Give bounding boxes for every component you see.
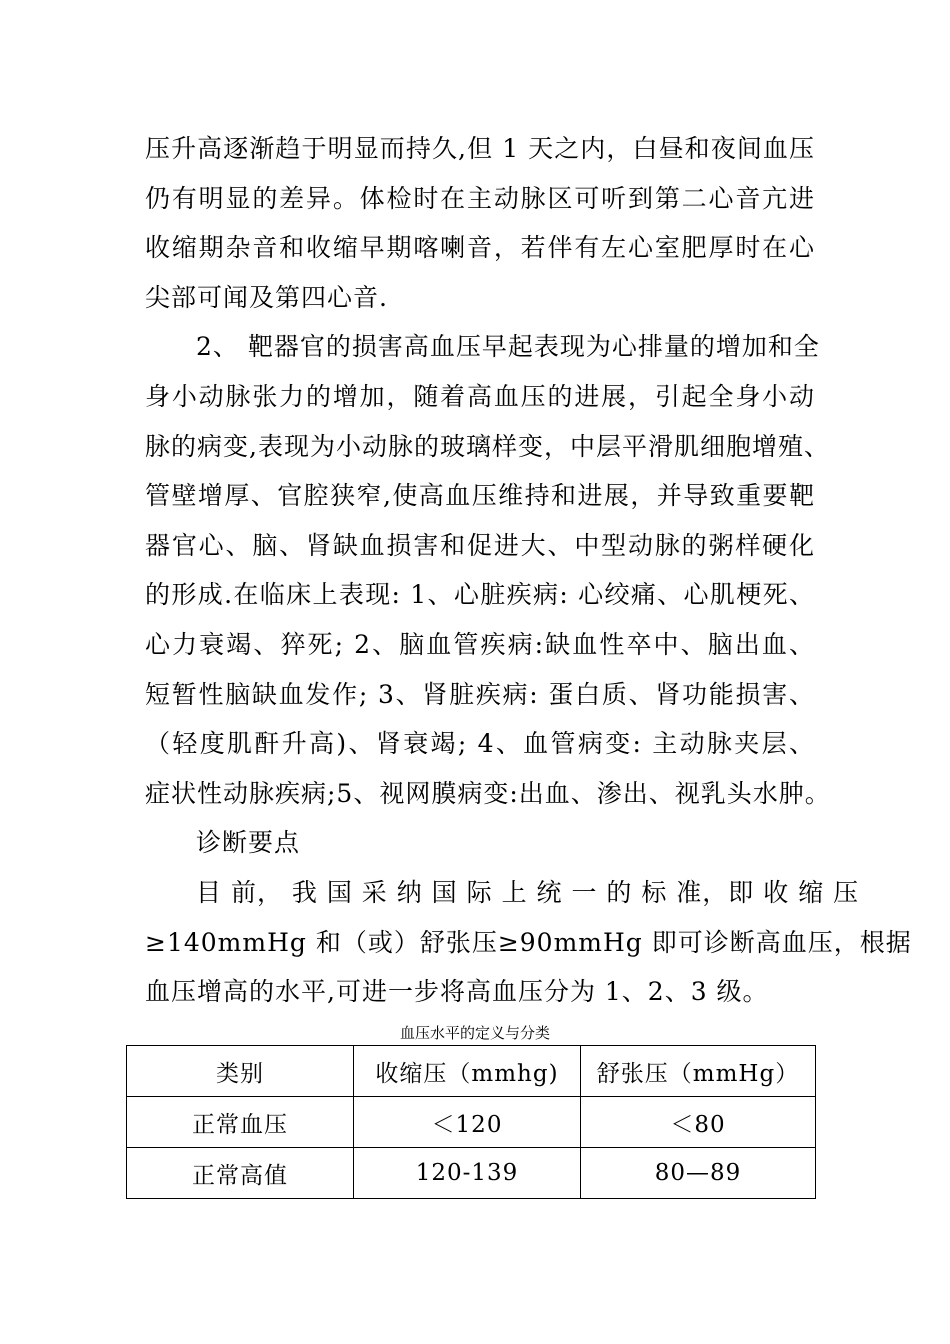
text-line: 身小动脉张力的增加，随着高血压的进展，引起全身小动 — [145, 382, 815, 411]
cell-diastolic: 80—89 — [581, 1148, 816, 1199]
text-line: 脉的病变,表现为小动脉的玻璃样变，中层平滑肌细胞增殖、 — [145, 432, 830, 461]
table-header-row — [127, 1046, 816, 1097]
text-line: ≥140mmHg 和（或）舒张压≥90mmHg 即可诊断高血压，根据 — [145, 928, 912, 957]
cell-diastolic: ＜80 — [581, 1097, 816, 1148]
cell-category: 正常高值 — [127, 1148, 354, 1199]
text-line: 器官心、脑、肾缺血损害和促进大、中型动脉的粥样硬化 — [145, 531, 815, 560]
text-line: 血压增高的水平,可进一步将高血压分为 1、2、3 级。 — [145, 977, 769, 1006]
cell-systolic: 120-139 — [354, 1148, 581, 1199]
text-line: 2、 靶器官的损害高血压早起表现为心排量的增加和全 — [196, 332, 820, 361]
header-category: 类别 — [127, 1046, 354, 1097]
cell-systolic: ＜120 — [354, 1097, 581, 1148]
table-caption: 血压水平的定义与分类 — [399, 1024, 550, 1042]
text-line: 仍有明显的差异。体检时在主动脉区可听到第二心音亢进 — [145, 184, 815, 213]
text-line: 目 前， 我 国 采 纳 国 际 上 统 一 的 标 准，即 收 缩 压 — [196, 878, 860, 907]
text-line: 管壁增厚、官腔狭窄,使高血压维持和进展，并导致重要靶 — [145, 481, 815, 510]
text-line: 心力衰竭、猝死; 2、脑血管疾病:缺血性卒中、脑出血、 — [145, 630, 815, 659]
text-line: 的形成.在临床上表现: 1、心脏疾病: 心绞痛、心肌梗死、 — [145, 580, 815, 609]
table-row — [127, 1097, 816, 1148]
header-diastolic: 舒张压（mmHg） — [581, 1046, 816, 1097]
table-row — [127, 1148, 816, 1199]
text-line: 症状性动脉疾病;5、视网膜病变:出血、渗出、视乳头水肿。 — [145, 779, 831, 808]
text-line: 压升高逐渐趋于明显而持久,但 1 天之内，白昼和夜间血压 — [145, 134, 815, 163]
text-line: （轻度肌酐升高)、肾衰竭; 4、血管病变: 主动脉夹层、 — [145, 729, 815, 758]
blood-pressure-table — [126, 1045, 816, 1199]
text-line: 短暂性脑缺血发作; 3、肾脏疾病: 蛋白质、肾功能损害、 — [145, 680, 815, 709]
cell-category: 正常血压 — [127, 1097, 354, 1148]
text-line: 收缩期杂音和收缩早期喀喇音，若伴有左心室肥厚时在心 — [145, 233, 815, 262]
text-line: 尖部可闻及第四心音. — [145, 283, 388, 312]
text-line: 诊断要点 — [196, 828, 301, 857]
header-systolic: 收缩压（mmhg) — [354, 1046, 581, 1097]
